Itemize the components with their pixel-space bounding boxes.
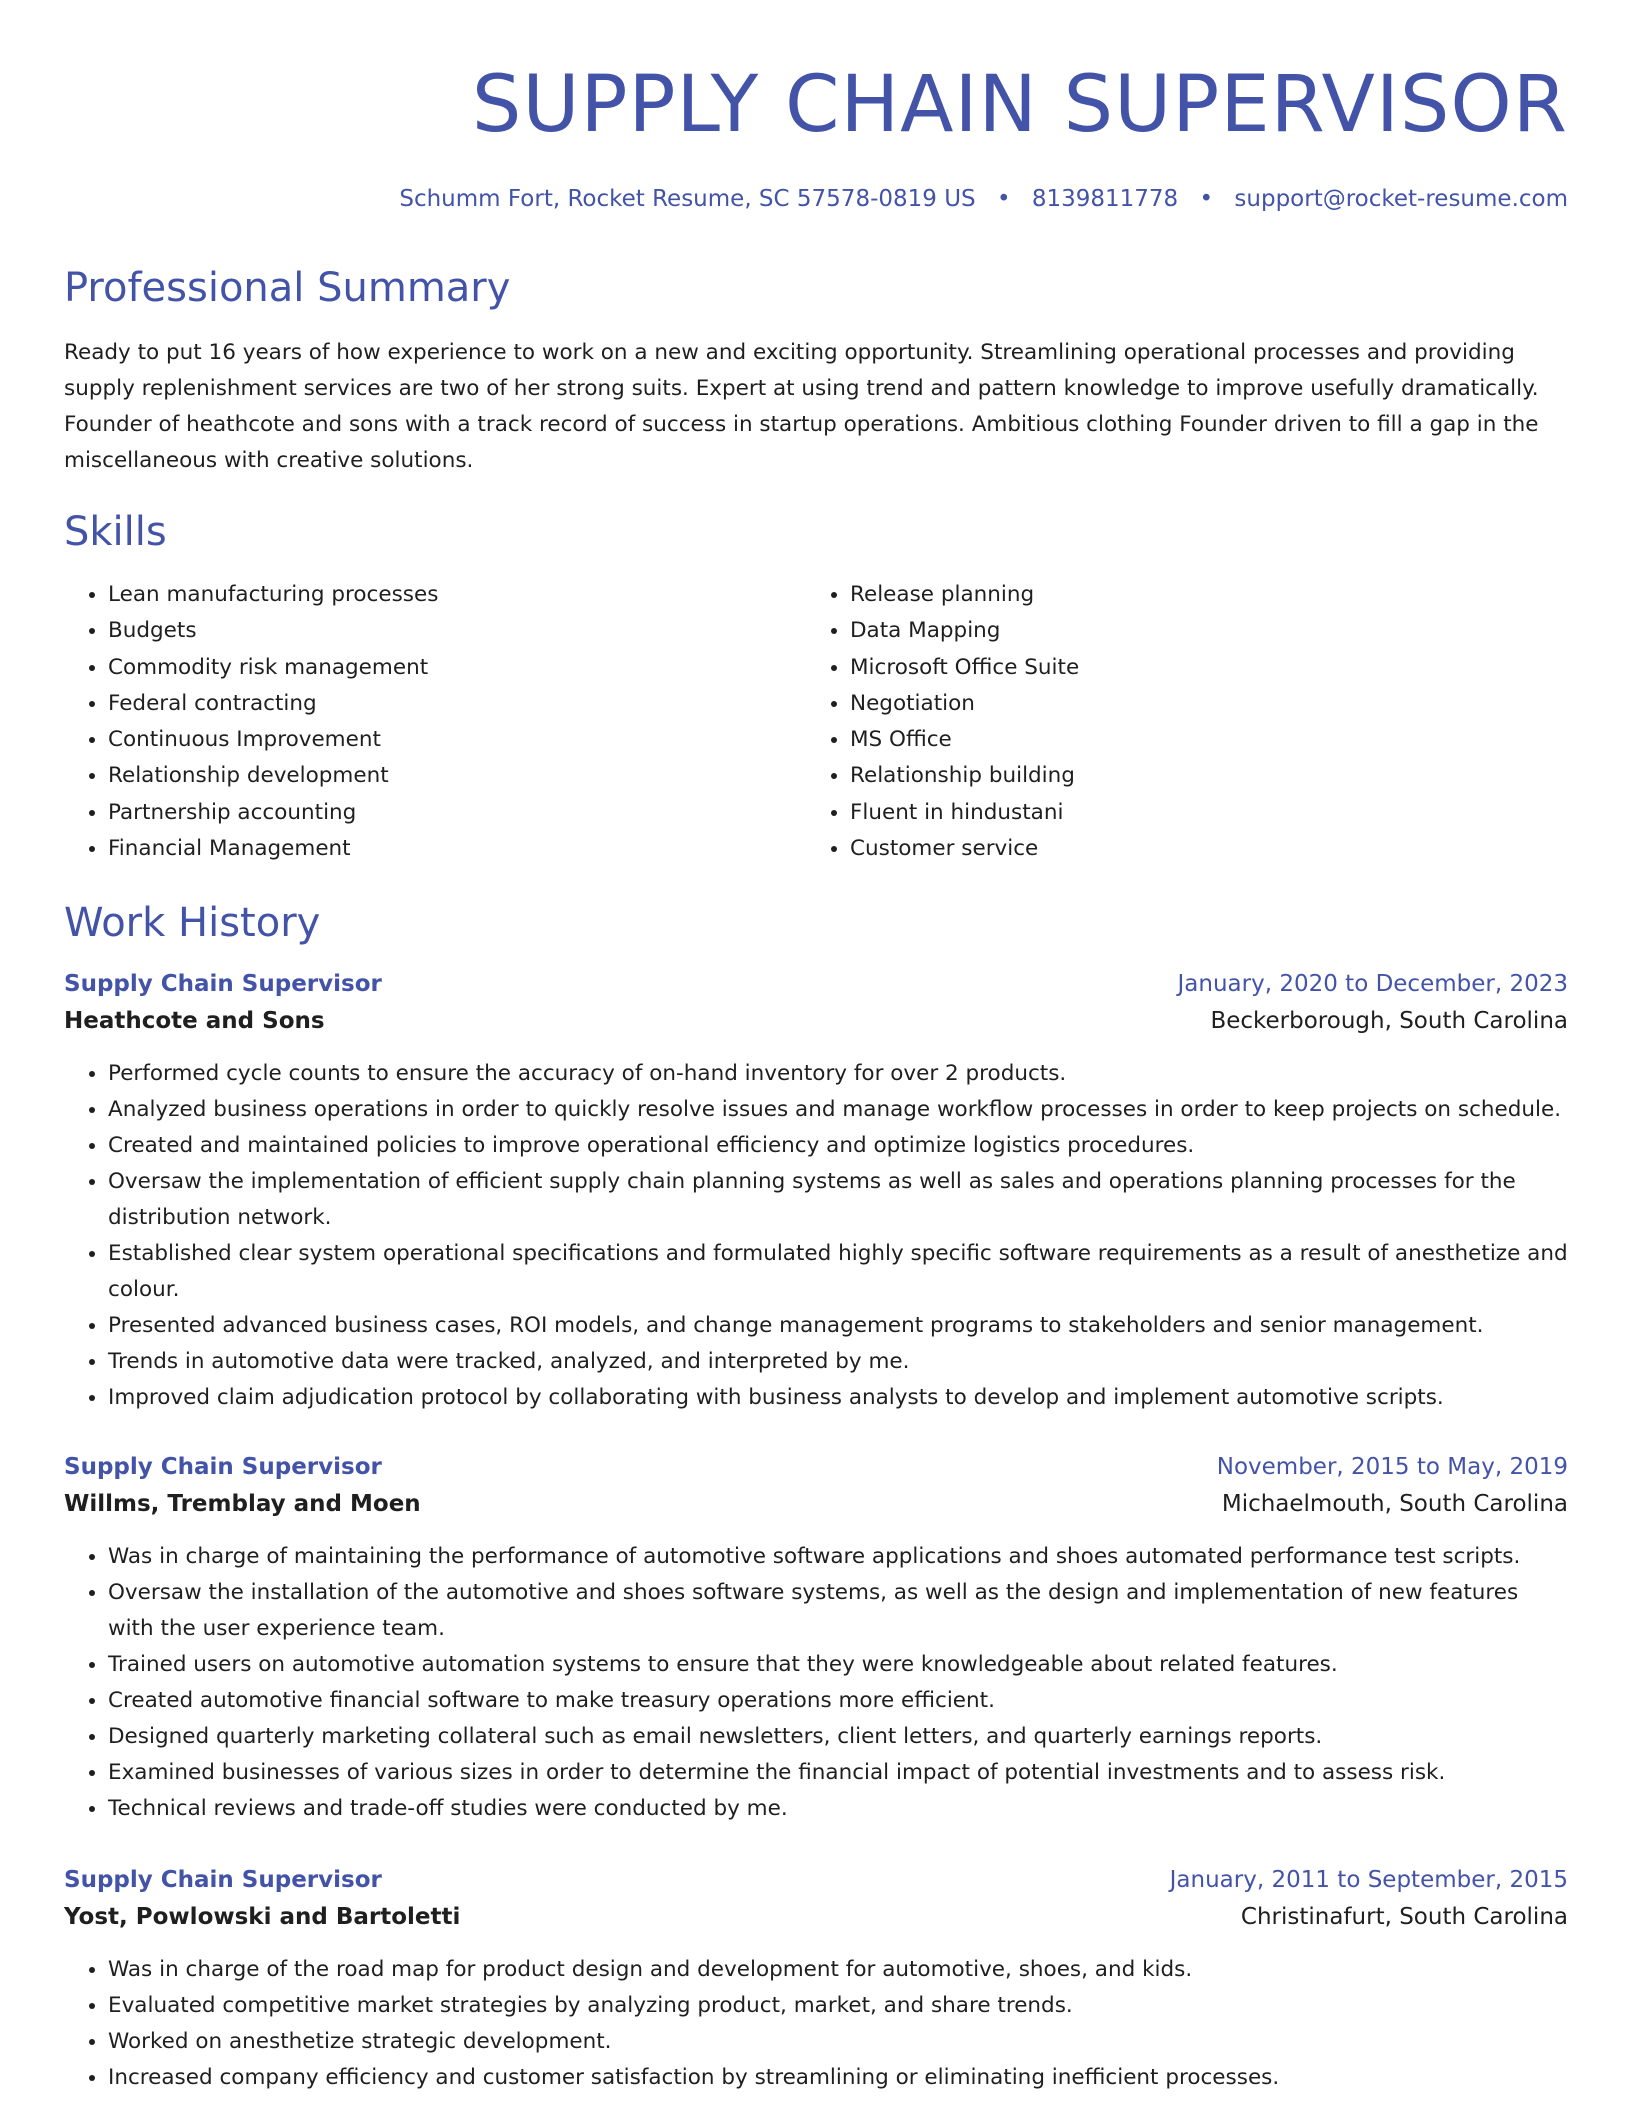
list-item: • Worked on anesthetize strategic development. (108, 2024, 1568, 2060)
list-item: • Presented advanced business cases, ROI models, and change management programs to stakeholders and senior management. (108, 1308, 1568, 1344)
job-company-row (64, 1003, 1568, 1040)
job-title: Supply Chain Supervisor (64, 971, 382, 997)
skill-item: • MS Office (850, 722, 1548, 758)
skill-item: • Negotiation (850, 686, 1548, 722)
list-item: • Trained users on automotive automation systems to ensure that they were knowledgeable about related features. (108, 1647, 1568, 1683)
list-item: • Increased company efficiency and customer satisfaction by streamlining or eliminating inefficient processes. (108, 2060, 1568, 2096)
email-link[interactable]: support@rocket-resume.com (1234, 186, 1568, 212)
list-item: • Performed cycle counts to ensure the accuracy of on-hand inventory for over 2 products. (108, 1056, 1568, 1092)
job-duties-list (64, 1952, 1568, 2096)
job-entry (64, 966, 1568, 1416)
skill-item: • Fluent in hindustani (850, 795, 1548, 831)
skill-item: • Lean manufacturing processes (108, 577, 806, 613)
list-item: • Designed quarterly marketing collateral such as email newsletters, client letters, and quarterly earnings reports. (108, 1719, 1568, 1755)
company-name: Willms, Tremblay and Moen (64, 1491, 421, 1517)
skill-item: • Continuous Improvement (108, 722, 806, 758)
address-text: Schumm Fort, Rocket Resume, SC 57578-0819 US (399, 186, 976, 212)
skills-column-right (806, 577, 1548, 867)
skill-item: • Partnership accounting (108, 795, 806, 831)
job-dates: January, 2020 to December, 2023 (1177, 971, 1568, 997)
summary-heading: Professional Summary (64, 265, 511, 311)
job-duties-list (64, 1539, 1568, 1827)
job-entry (64, 1449, 1568, 1827)
skill-item: • Data Mapping (850, 613, 1548, 649)
contact-line (64, 184, 1568, 214)
company-name: Yost, Powlowski and Bartoletti (64, 1904, 461, 1930)
job-location: Beckerborough, South Carolina (1210, 1008, 1568, 1034)
job-title: Supply Chain Supervisor (64, 1454, 382, 1480)
skill-item: • Release planning (850, 577, 1548, 613)
job-company-row (64, 1899, 1568, 1936)
bullet-separator: • (996, 186, 1011, 212)
list-item: • Evaluated competitive market strategies by analyzing product, market, and share trends. (108, 1988, 1568, 2024)
skill-item: • Relationship building (850, 758, 1548, 794)
job-header-row (64, 1449, 1568, 1486)
job-company-row (64, 1486, 1568, 1523)
skills-column-left (64, 577, 806, 867)
job-dates: January, 2011 to September, 2015 (1169, 1867, 1568, 1893)
skill-item: • Commodity risk management (108, 650, 806, 686)
job-location: Christinafurt, South Carolina (1240, 1904, 1568, 1930)
list-item: • Was in charge of maintaining the performance of automotive software applications and shoes automated performance test scripts. (108, 1539, 1568, 1575)
skill-item: • Financial Management (108, 831, 806, 867)
work-history-heading: Work History (64, 900, 321, 946)
phone-text: 8139811778 (1031, 186, 1179, 212)
skill-item: • Relationship development (108, 758, 806, 794)
summary-paragraph: Ready to put 16 years of how experience to work on a new and exciting opportunity. Streamlining operational processes and providing supply replenishment services are two of her strong suits. Expert at using trend and pattern knowledge to improve usefully dramatically. Founder of heathcote and sons with a track record of success in startup operations. Ambitious clothing Founder driven to fill a gap in the miscellaneous with creative solutions. (64, 340, 1539, 473)
skills-heading: Skills (64, 509, 167, 555)
job-duties-list (64, 1056, 1568, 1416)
skill-item: • Budgets (108, 613, 806, 649)
skill-item: • Customer service (850, 831, 1548, 867)
list-item: • Created and maintained policies to improve operational efficiency and optimize logistics procedures. (108, 1128, 1568, 1164)
list-item: • Trends in automotive data were tracked, analyzed, and interpreted by me. (108, 1344, 1568, 1380)
list-item: • Created automotive financial software to make treasury operations more efficient. (108, 1683, 1568, 1719)
list-item: • Established clear system operational specifications and formulated highly specific software requirements as a result of anesthetize and colour. (108, 1236, 1568, 1308)
list-item: • Examined businesses of various sizes in order to determine the financial impact of potential investments and to assess risk. (108, 1755, 1568, 1791)
list-item: • Analyzed business operations in order to quickly resolve issues and manage workflow processes in order to keep projects on schedule. (108, 1092, 1568, 1128)
list-item: • Technical reviews and trade-off studies were conducted by me. (108, 1791, 1568, 1827)
skills-list (64, 577, 1568, 867)
page-title: SUPPLY CHAIN SUPERVISOR (471, 60, 1568, 150)
job-dates: November, 2015 to May, 2019 (1216, 1454, 1568, 1480)
list-item: • Was in charge of the road map for product design and development for automotive, shoes, and kids. (108, 1952, 1568, 1988)
resume-page (64, 0, 1568, 2090)
skill-item: • Microsoft Office Suite (850, 650, 1548, 686)
job-entry (64, 1862, 1568, 2096)
list-item: • Oversaw the installation of the automotive and shoes software systems, as well as the design and implementation of new features with the user experience team. (108, 1575, 1568, 1647)
skill-item: • Federal contracting (108, 686, 806, 722)
job-location: Michaelmouth, South Carolina (1221, 1491, 1568, 1517)
list-item: • Improved claim adjudication protocol by collaborating with business analysts to develop and implement automotive scripts. (108, 1380, 1568, 1416)
job-header-row (64, 966, 1568, 1003)
job-title: Supply Chain Supervisor (64, 1867, 382, 1893)
bullet-separator: • (1199, 186, 1214, 212)
list-item: • Oversaw the implementation of efficient supply chain planning systems as well as sales and operations planning processes for the distribution network. (108, 1164, 1568, 1236)
job-header-row (64, 1862, 1568, 1899)
company-name: Heathcote and Sons (64, 1008, 325, 1034)
